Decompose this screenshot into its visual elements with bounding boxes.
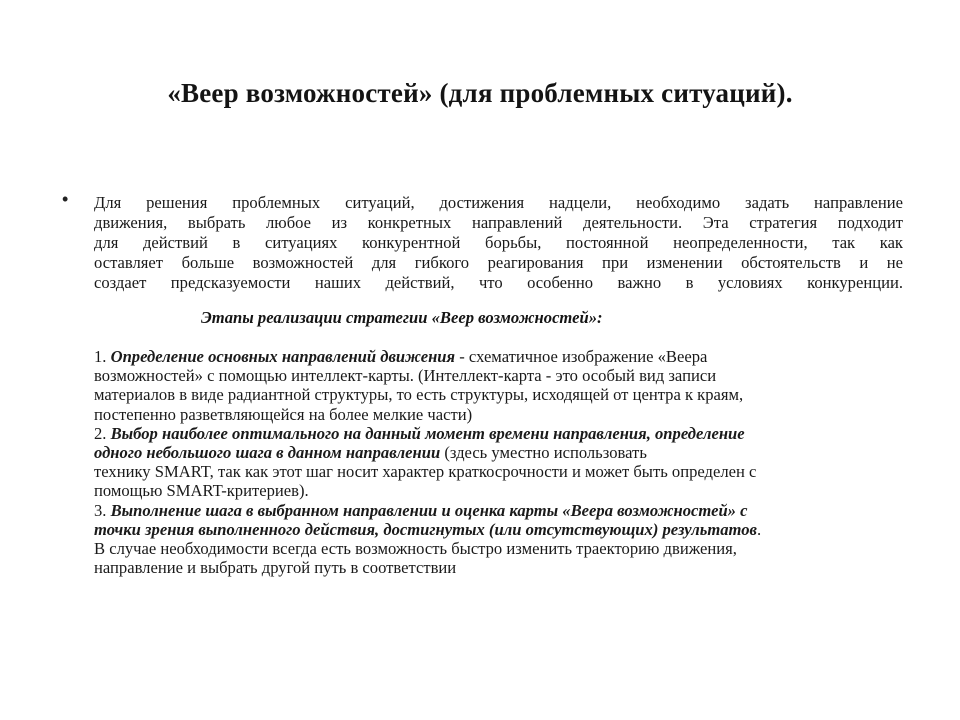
step-2-title: Выбор наиболее оптимального на данный момент времени направления, определение <box>110 423 745 443</box>
stages-heading: Этапы реализации стратегии «Веер возможностей»: <box>201 308 603 327</box>
steps-list <box>94 347 914 577</box>
intro-line: создает предсказуемости наших действий, что особенно важно в условиях конкуренции. <box>94 273 903 292</box>
step-2-number: 2. <box>94 423 111 443</box>
intro-paragraph <box>94 193 903 293</box>
bullet-marker: • <box>62 189 69 209</box>
step-3-line-1 <box>94 501 914 520</box>
step-1-line-3: материалов в виде радиантной структуры, то есть структуры, исходящей от центра к краям, <box>94 385 744 405</box>
step-1-line-1 <box>94 347 914 366</box>
step-2-title-cont: одного небольшого шага в данном направлении <box>94 443 441 463</box>
step-2-line-1 <box>94 424 914 443</box>
step-3-line-2 <box>94 520 914 539</box>
step-1-line-4: постепенно разветвляющейся на более мелкие части) <box>94 404 473 424</box>
step-3-line-3: В случае необходимости всегда есть возможность быстро изменить траекторию движения, <box>94 539 737 559</box>
step-3-line-4: направление и выбрать другой путь в соответствии <box>94 558 457 578</box>
step-1-line-2: возможностей» с помощью интеллект-карты. (Интеллект-карта - это особый вид записи <box>94 366 717 386</box>
step-1-text: - схематичное изображение «Веера <box>455 347 708 366</box>
step-2-line-3: технику SMART, так как этот шаг носит характер краткосрочности и может быть определен с <box>94 462 757 482</box>
step-3-number: 3. <box>94 500 111 520</box>
intro-line: для действий в ситуациях конкурентной борьбы, постоянной неопределенности, так как <box>94 233 903 252</box>
intro-line: Для решения проблемных ситуаций, достижения надцели, необходимо задать направление <box>94 193 903 212</box>
intro-line: оставляет больше возможностей для гибкого реагирования при изменении обстоятельств и не <box>94 253 903 272</box>
step-3-title-cont: точки зрения выполненного действия, достигнутых (или отсутствующих) результатов <box>94 519 757 539</box>
step-1-number: 1. <box>94 347 111 366</box>
step-2-line-4: помощью SMART-критериев). <box>94 481 309 501</box>
step-2-line-2 <box>94 443 914 462</box>
intro-line: движения, выбрать любое из конкретных направлений деятельности. Эта стратегия подходит <box>94 213 903 232</box>
slide-title: «Веер возможностей» (для проблемных ситуаций). <box>167 78 793 108</box>
step-3-title: Выполнение шага в выбранном направлении и оценка карты «Веера возможностей» с <box>110 500 748 520</box>
step-3-text: . <box>756 519 762 539</box>
step-1-title: Определение основных направлений движения <box>110 347 456 366</box>
step-2-text: (здесь уместно использовать <box>440 443 647 463</box>
